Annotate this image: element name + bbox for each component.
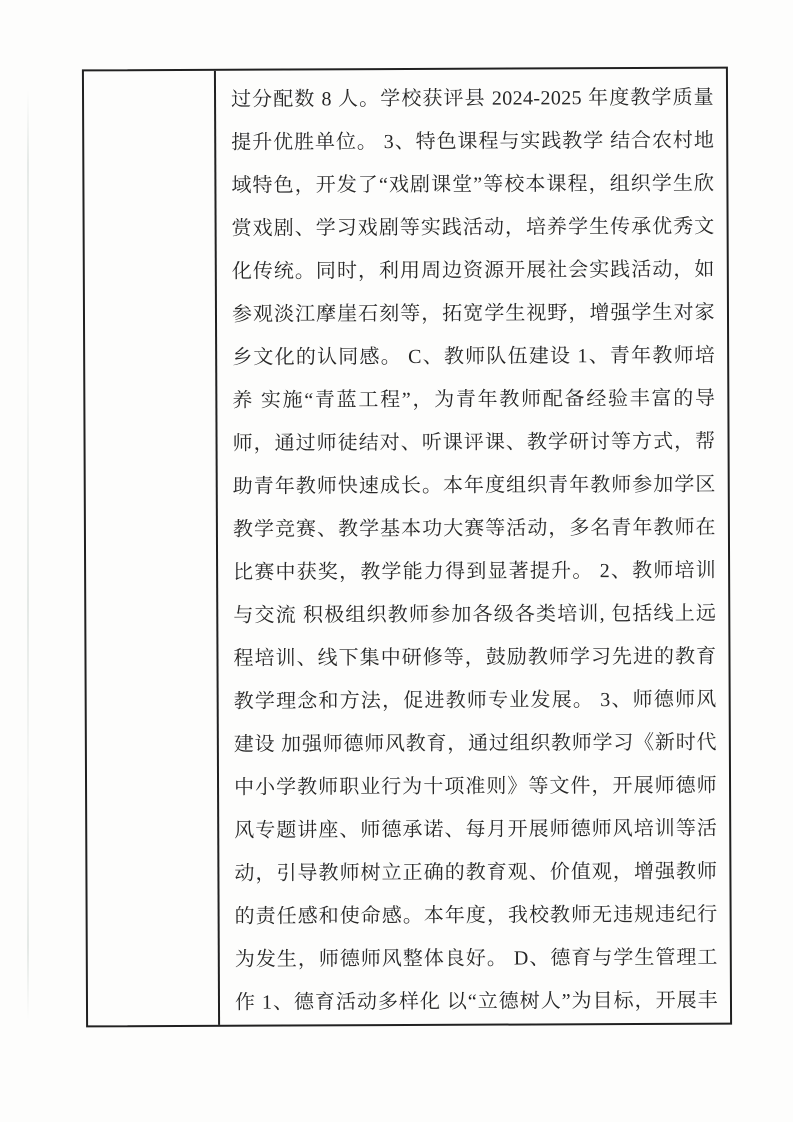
text-line: 域特色，开发了“戏剧课堂”等校本课程，组织学生欣 — [231, 172, 715, 197]
scan-artifact-streak — [27, 90, 29, 1020]
text-line: 助青年教师快速成长。本年度组织青年教师参加学区 — [232, 473, 716, 498]
text-line: 风专题讲座、师德承诺、每月开展师德师风培训等活 — [234, 817, 718, 842]
text-line: 与交流 积极组织教师参加各级各类培训, 包括线上远 — [233, 602, 717, 627]
text-line: 过分配数 8 人。学校获评县 2024-2025 年度教学质量 — [230, 86, 715, 111]
text-line: 程培训、线下集中研修等，鼓励教师学习先进的教育 — [233, 645, 717, 670]
text-line: 比赛中获奖，教学能力得到显著提升。 2、教师培训 — [233, 559, 717, 584]
text-line: 乡文化的认同感。 C、教师队伍建设 1、青年教师培 — [232, 344, 716, 369]
text-line: 的责任感和使命感。本年度，我校教师无违规违纪行 — [234, 903, 718, 928]
text-line: 动，引导教师树立正确的教育观、价值观，增强教师 — [234, 860, 718, 885]
table-content-cell — [216, 69, 730, 1025]
text-line: 为发生，师德师风整体良好。 D、德育与学生管理工 — [234, 946, 718, 971]
text-line: 参观淡江摩崖石刻等，拓宽学生视野，增强学生对家 — [231, 301, 716, 326]
text-line: 赏戏剧、学习戏剧等实践活动，培养学生传承优秀文 — [231, 215, 715, 240]
text-line: 教学理念和方法，促进教师专业发展。 3、师德师风 — [233, 688, 717, 713]
text-line: 作 1、德育活动多样化 以“立德树人”为目标，开展丰 — [234, 989, 719, 1014]
text-line: 养 实施“青蓝工程”，为青年教师配备经验丰富的导 — [232, 387, 716, 412]
text-line: 师，通过师徒结对、听课评课、教学研讨等方式，帮 — [232, 430, 716, 455]
text-line: 教学竞赛、教学基本功大赛等活动，多名青年教师在 — [232, 516, 716, 541]
report-table — [82, 67, 732, 1028]
text-line: 提升优胜单位。 3、特色课程与实践教学 结合农村地 — [231, 129, 715, 154]
text-line: 建设 加强师德师风教育，通过组织教师学习《新时代 — [233, 731, 717, 756]
text-line: 化传统。同时，利用周边资源开展社会实践活动，如 — [231, 258, 715, 283]
text-line: 中小学教师职业行为十项准则》等文件，开展师德师 — [234, 774, 718, 799]
table-label-cell-empty — [84, 71, 220, 1026]
